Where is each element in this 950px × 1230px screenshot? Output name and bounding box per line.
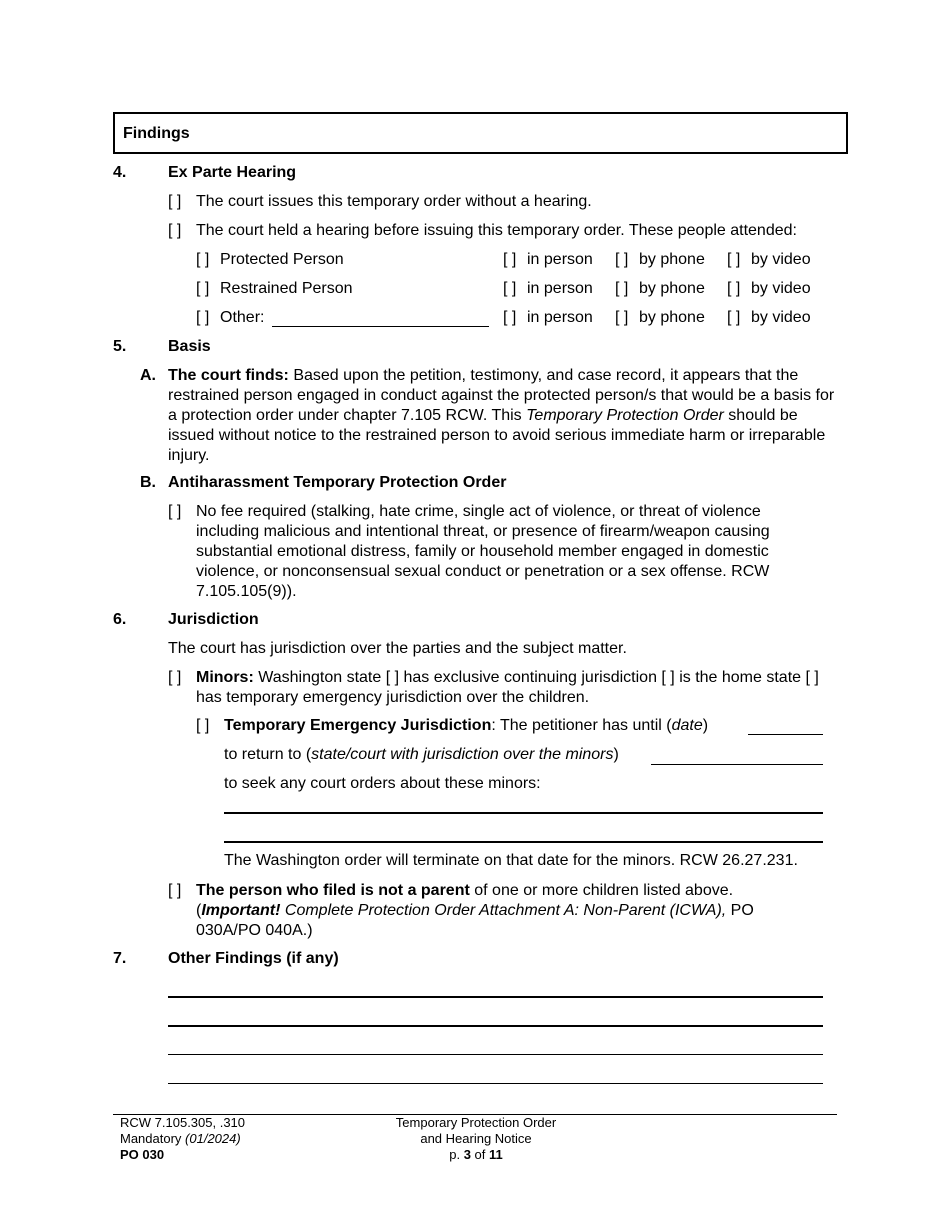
other-name-field[interactable] bbox=[272, 326, 489, 327]
seek-orders-text: to seek any court orders about these minors: bbox=[224, 775, 541, 792]
checkbox-by-phone[interactable]: [ ] bbox=[615, 280, 629, 297]
court-finds-paragraph bbox=[168, 366, 843, 466]
checkbox-protected-person[interactable]: [ ] bbox=[196, 251, 210, 268]
in-person-label: in person bbox=[527, 280, 593, 297]
return-state-field[interactable] bbox=[651, 764, 823, 765]
by-video-label: by video bbox=[751, 280, 811, 297]
checkbox-in-person[interactable]: [ ] bbox=[503, 309, 517, 326]
footer-page bbox=[376, 1147, 576, 1163]
minors-text-b: has exclusive continuing jurisdiction bbox=[399, 669, 662, 686]
minors-text-a: Washington state bbox=[253, 669, 386, 686]
attendee-label: Protected Person bbox=[220, 251, 344, 268]
in-person-label: in person bbox=[527, 309, 593, 326]
footer-rcw: RCW 7.105.305, .310 bbox=[120, 1115, 246, 1130]
footer-title-2: and Hearing Notice bbox=[420, 1131, 532, 1146]
section-4-number: 4. bbox=[113, 164, 127, 181]
section-7-title: Other Findings (if any) bbox=[168, 950, 339, 967]
findings-title: Findings bbox=[123, 125, 190, 142]
section-5-title: Basis bbox=[168, 338, 211, 355]
footer-mandatory-date: (01/2024) bbox=[185, 1131, 241, 1146]
in-person-label: in person bbox=[527, 251, 593, 268]
minors-text-d: has temporary emergency jurisdiction over the children. bbox=[196, 689, 590, 706]
tej-text: : The petitioner has until ( bbox=[491, 717, 672, 734]
findings-header-box bbox=[113, 112, 848, 154]
minors-orders-line-1[interactable] bbox=[224, 812, 823, 814]
section-4-title: Ex Parte Hearing bbox=[168, 164, 297, 181]
footer-mandatory-label: Mandatory bbox=[120, 1131, 186, 1146]
footer-page-prefix: p. bbox=[449, 1147, 464, 1162]
tej-close: ) bbox=[702, 717, 709, 734]
footer-mandatory bbox=[120, 1131, 245, 1147]
other-findings-line-1[interactable] bbox=[168, 996, 823, 998]
return-italic: state/court with jurisdiction over the minors bbox=[311, 746, 614, 763]
tej-label: Temporary Emergency Jurisdiction bbox=[224, 717, 492, 734]
return-close: ) bbox=[613, 746, 619, 763]
court-finds-text-2: should be issued without notice to the restrained person to avoid serious immediate harm or irreparable injury. bbox=[168, 407, 826, 464]
checkbox-no-fee[interactable]: [ ] bbox=[168, 503, 182, 520]
checkbox-in-person[interactable]: [ ] bbox=[503, 251, 517, 268]
attendee-label: Other: bbox=[220, 309, 265, 326]
footer-center bbox=[376, 1115, 576, 1163]
no-fee-text: No fee required (stalking, hate crime, single act of violence, or threat of violence including malicious and intentional threat, or presence of firearm/weapon causing substantial emotional distress, family or household member engaged in domestic violence, or nonconsensual sexual conduct or penetration or a sex offense. RCW 7.105.105(9)). bbox=[196, 503, 770, 600]
checkbox-exclusive[interactable]: [ ] bbox=[385, 669, 400, 686]
footer-form-number: PO 030 bbox=[120, 1147, 165, 1162]
footer-left bbox=[120, 1115, 245, 1163]
footer-page-of: of bbox=[470, 1147, 490, 1162]
other-findings-line-2[interactable] bbox=[168, 1025, 823, 1027]
minors-paragraph bbox=[196, 668, 826, 708]
subsection-b-letter: B. bbox=[140, 474, 156, 491]
section-5-number: 5. bbox=[113, 338, 127, 355]
attendee-label: Restrained Person bbox=[220, 280, 353, 297]
tej-date-field[interactable] bbox=[748, 734, 823, 735]
non-parent-paragraph bbox=[196, 881, 806, 941]
section-7-number: 7. bbox=[113, 950, 127, 967]
minors-orders-line-2[interactable] bbox=[224, 841, 823, 843]
section-6-title: Jurisdiction bbox=[168, 611, 259, 628]
court-finds-text-1: Based upon the petition, testimony, and case record, it appears that the restrained person engaged in conduct against the protected person/s that would be a basis for a protection order under chapter 7.105 RCW. This bbox=[168, 367, 835, 424]
other-findings-line-4[interactable] bbox=[168, 1083, 823, 1084]
subsection-b-title: Antiharassment Temporary Protection Order bbox=[168, 474, 507, 491]
subsection-a-letter: A. bbox=[140, 367, 156, 384]
important-label: Important! bbox=[201, 902, 281, 919]
tej-line bbox=[224, 716, 708, 736]
checkbox-by-phone[interactable]: [ ] bbox=[615, 251, 629, 268]
checkbox-no-hearing[interactable]: [ ] bbox=[168, 193, 182, 210]
footer-page-total: 11 bbox=[489, 1147, 503, 1162]
checkbox-non-parent[interactable]: [ ] bbox=[168, 882, 182, 899]
by-phone-label: by phone bbox=[639, 309, 705, 326]
non-parent-label: The person who filed is not a parent bbox=[196, 882, 470, 899]
by-phone-label: by phone bbox=[639, 280, 705, 297]
important-italic: Complete Protection Order Attachment A: Non-Parent (ICWA), bbox=[280, 902, 727, 919]
checkbox-temporary[interactable]: [ ] bbox=[805, 669, 819, 686]
checkbox-by-video[interactable]: [ ] bbox=[727, 309, 741, 326]
section-6-number: 6. bbox=[113, 611, 127, 628]
checkbox-hearing-held[interactable]: [ ] bbox=[168, 222, 182, 239]
checkbox-temp-emergency[interactable]: [ ] bbox=[196, 717, 210, 734]
minors-text-c: is the home state bbox=[674, 669, 806, 686]
checkbox-minors[interactable]: [ ] bbox=[168, 669, 182, 686]
by-video-label: by video bbox=[751, 251, 811, 268]
tej-date-label: date bbox=[671, 717, 703, 734]
checkbox-in-person[interactable]: [ ] bbox=[503, 280, 517, 297]
minors-label: Minors: bbox=[196, 669, 254, 686]
return-text: to return to ( bbox=[224, 746, 312, 763]
court-finds-label: The court finds: bbox=[168, 367, 289, 384]
important-rest: PO 030A/PO 040A.) bbox=[196, 902, 754, 939]
checkbox-other[interactable]: [ ] bbox=[196, 309, 210, 326]
checkbox-by-phone[interactable]: [ ] bbox=[615, 309, 629, 326]
checkbox-home-state[interactable]: [ ] bbox=[661, 669, 675, 686]
checkbox-restrained-person[interactable]: [ ] bbox=[196, 280, 210, 297]
important-open: ( bbox=[196, 902, 202, 919]
non-parent-text: of one or more children listed above. bbox=[469, 882, 734, 899]
option-no-hearing: The court issues this temporary order without a hearing. bbox=[196, 193, 592, 210]
court-finds-italic: Temporary Protection Order bbox=[526, 407, 724, 424]
checkbox-by-video[interactable]: [ ] bbox=[727, 251, 741, 268]
footer-title-1: Temporary Protection Order bbox=[395, 1115, 557, 1130]
return-line bbox=[224, 745, 619, 765]
option-hearing-held: The court held a hearing before issuing this temporary order. These people attended: bbox=[196, 222, 797, 239]
by-video-label: by video bbox=[751, 309, 811, 326]
other-findings-line-3[interactable] bbox=[168, 1054, 823, 1055]
by-phone-label: by phone bbox=[639, 251, 705, 268]
footer-page-number: 3 bbox=[463, 1147, 471, 1162]
terminate-text: The Washington order will terminate on that date for the minors. RCW 26.27.231. bbox=[224, 852, 798, 869]
checkbox-by-video[interactable]: [ ] bbox=[727, 280, 741, 297]
jurisdiction-intro: The court has jurisdiction over the parties and the subject matter. bbox=[168, 640, 627, 657]
